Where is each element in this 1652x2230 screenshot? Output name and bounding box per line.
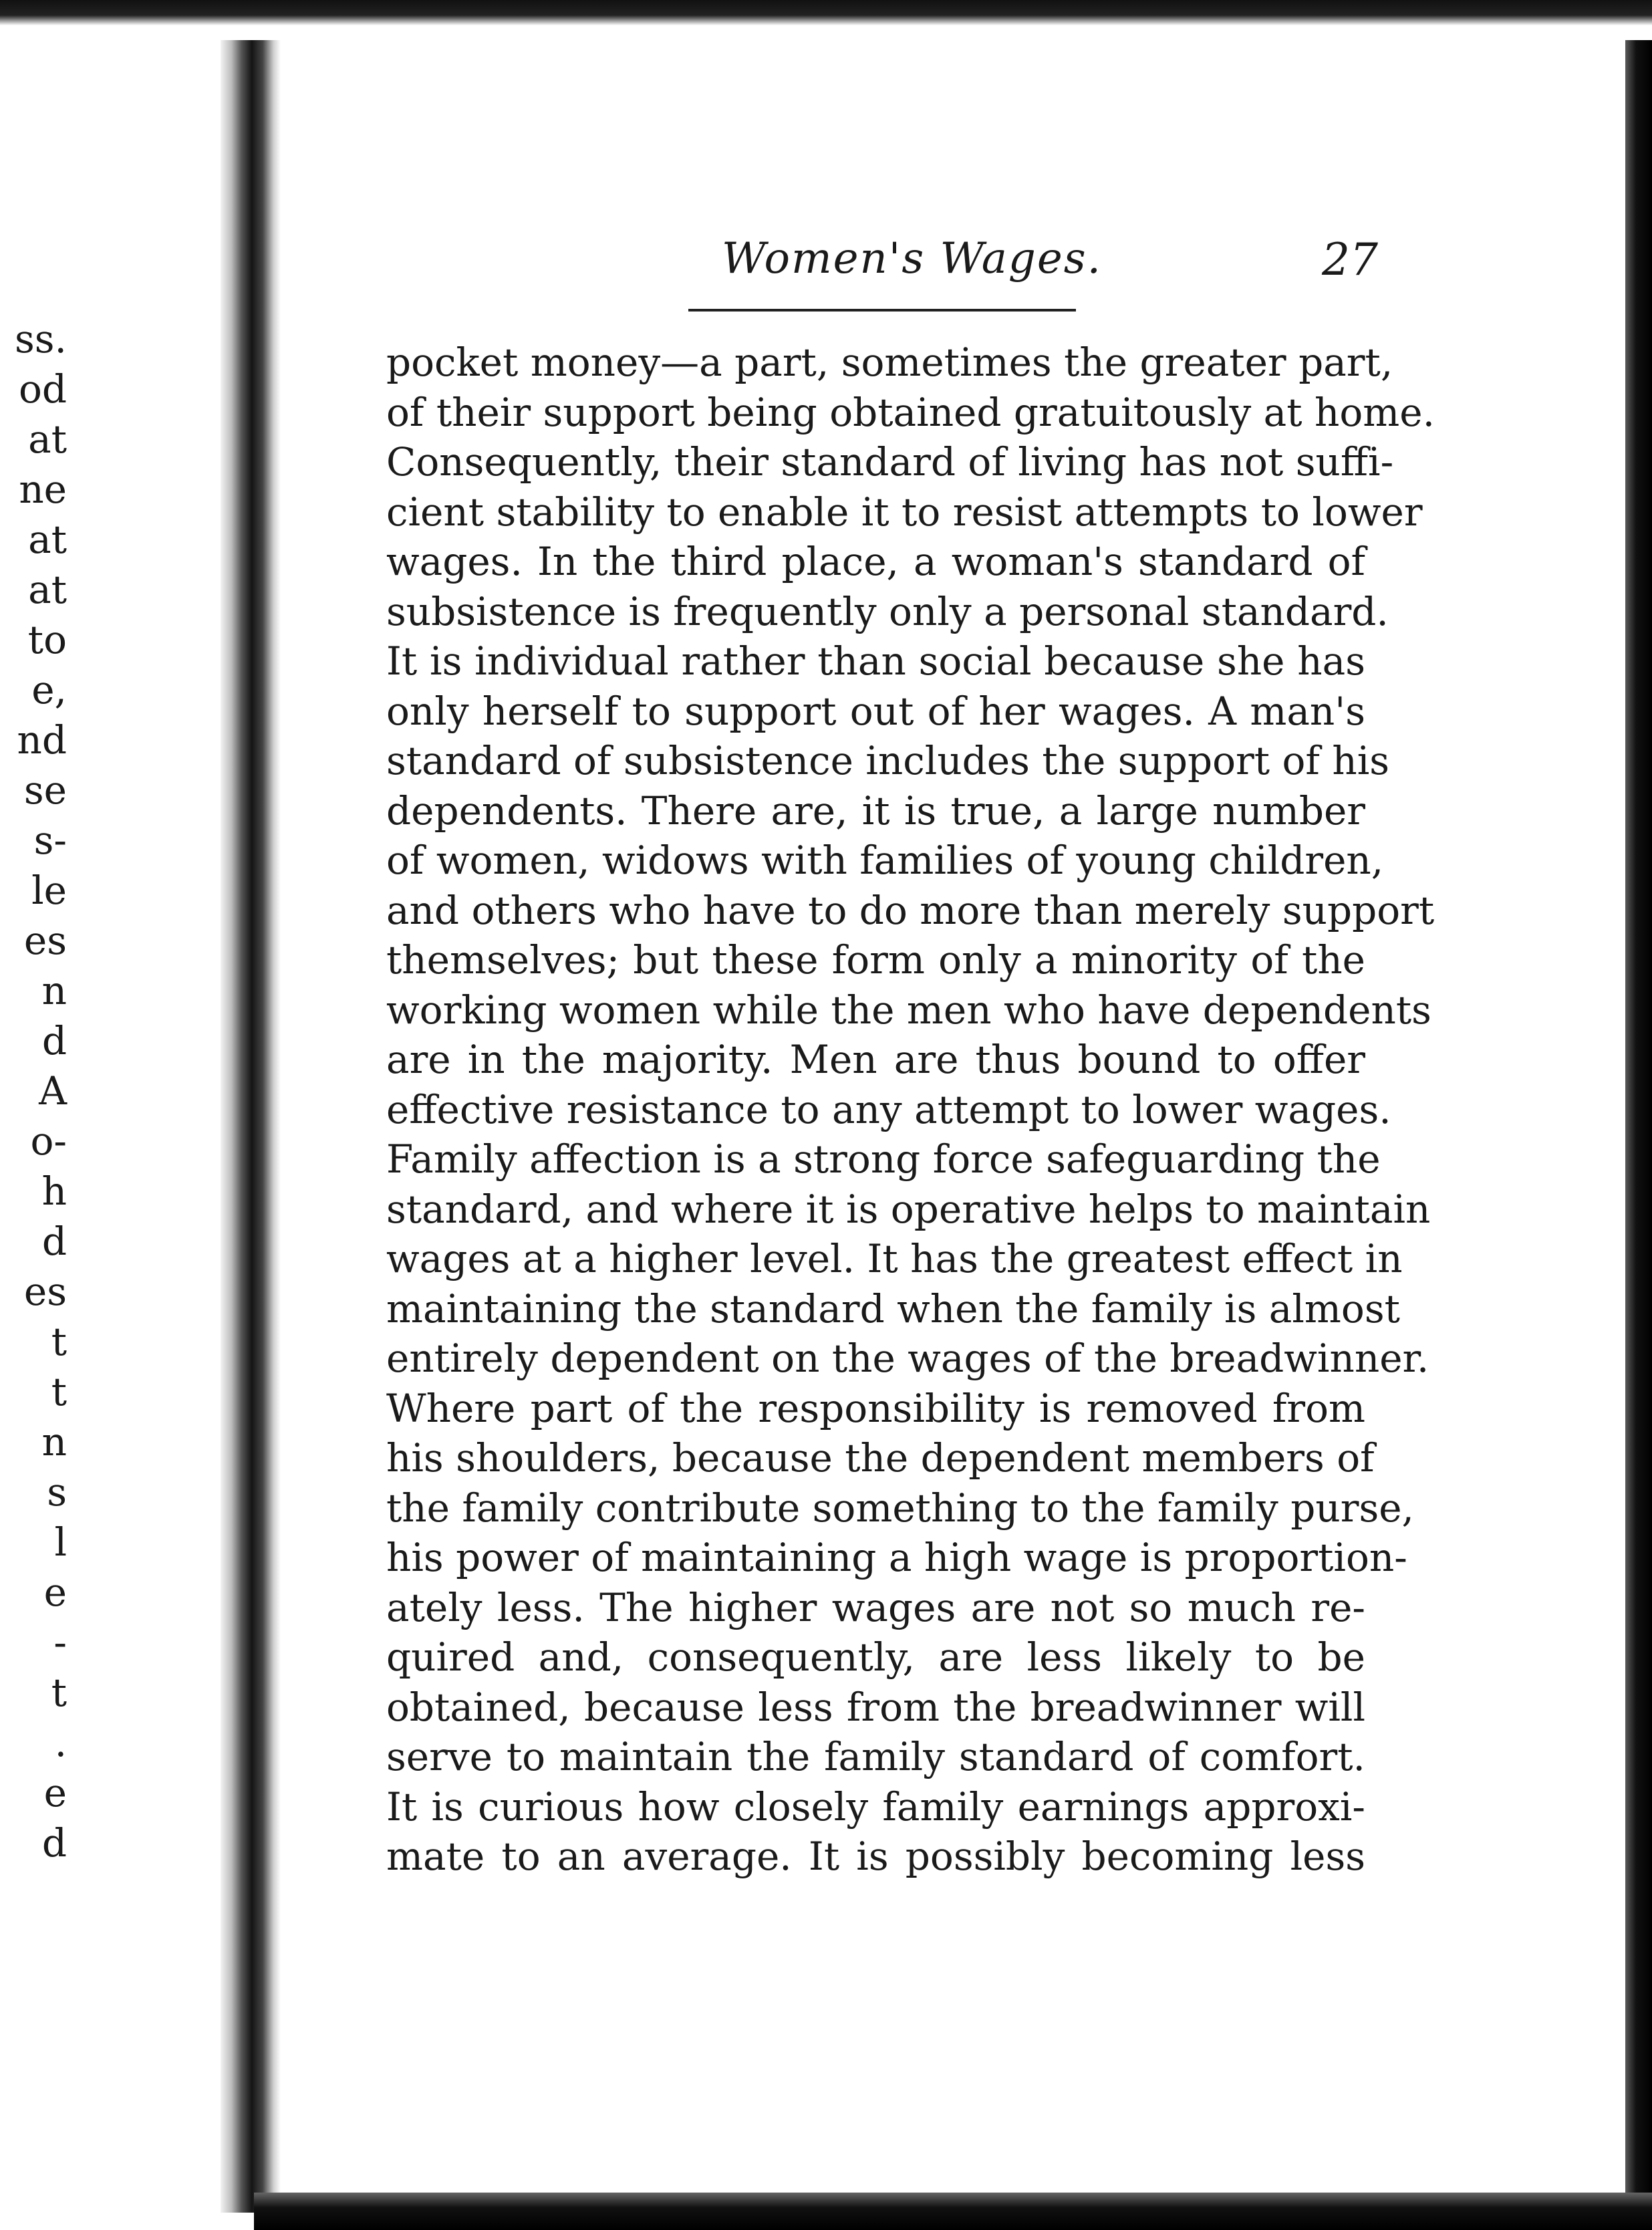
scan-right-edge [1625,40,1652,2230]
body-text [386,338,1435,1882]
facing-page-fragment: se [23,767,67,813]
text-line: quired and, consequently, are less likely to be [386,1634,1365,1680]
text-line: his shoulders, because the dependent members of [386,1435,1375,1481]
facing-page-fragment: es [23,1269,67,1314]
facing-page-fragment: at [28,416,67,462]
text-line: only herself to support out of her wages. A man's [386,688,1365,734]
facing-page-fragment: l [54,1519,67,1565]
facing-page-fragment: e [43,1770,67,1816]
text-line: ately less. The higher wages are not so much re- [386,1584,1365,1630]
facing-page-fragment: n [41,968,67,1013]
text-line: obtained, because less from the breadwinner will [386,1684,1365,1730]
text-line: subsistence is frequently only a personal standard. [386,588,1389,634]
facing-page-fragment: at [28,567,67,612]
facing-page-fragment: d [41,1018,67,1064]
facing-page-fragment: d [41,1820,67,1866]
facing-page-fragment: s [47,1469,67,1515]
header-rule [688,309,1076,312]
text-line: mate to an average. It is possibly becoming less [386,1834,1365,1879]
text-line: entirely dependent on the wages of the breadwinner. [386,1336,1429,1381]
facing-page-fragment: e, [31,667,67,713]
text-line: Consequently, their standard of living has not suffi- [386,439,1394,485]
facing-page-fragment: A [39,1068,67,1114]
text-line: the family contribute something to the family purse, [386,1485,1414,1531]
text-line: his power of maintaining a high wage is proportion- [386,1535,1407,1580]
text-line: It is individual rather than social because she has [386,638,1365,684]
facing-page [0,25,221,2198]
facing-page-fragment: nd [17,717,67,763]
scan-bottom-edge [254,2193,1652,2230]
facing-page-fragment: s- [33,818,67,863]
text-line: are in the majority. Men are thus bound to offer [386,1037,1365,1082]
text-line: Where part of the responsibility is removed from [386,1385,1365,1431]
text-line: cient stability to enable it to resist attempts to lower [386,489,1423,535]
facing-page-fragment: to [27,617,67,662]
text-line: standard of subsistence includes the support of his [386,738,1390,783]
text-line: Family affection is a strong force safeguarding the [386,1136,1381,1182]
facing-page-fragment: e [43,1570,67,1615]
facing-page-fragment: . [54,1720,67,1765]
text-line: wages at a higher level. It has the greatest effect in [386,1236,1403,1281]
text-line: working women while the men who have dependents [386,987,1431,1033]
text-line: standard, and where it is operative helps to maintain [386,1186,1431,1232]
text-line: dependents. There are, it is true, a large number [386,787,1365,834]
facing-page-fragment: t [51,1319,67,1364]
facing-page-fragment: at [28,517,67,562]
scan-top-edge [0,0,1652,25]
facing-page-fragment: n [41,1419,67,1465]
binding-gutter [221,40,281,2213]
text-line: pocket money—a part, sometimes the greater part, [386,340,1393,385]
text-line: wages. In the third place, a woman's standard of [386,539,1365,584]
facing-page-fragment: h [41,1168,67,1214]
text-line: of women, widows with families of young children, [386,838,1384,883]
facing-page-fragment: d [41,1219,67,1264]
facing-page-fragment: o- [30,1118,67,1164]
facing-page-fragment: ne [19,467,67,512]
text-line: themselves; but these form only a minority of the [386,937,1365,983]
facing-page-fragment: od [18,366,67,412]
facing-page-fragment: le [31,868,67,913]
page-number: 27 [1322,234,1378,285]
facing-page-fragment: t [51,1670,67,1715]
text-line: It is curious how closely family earnings approxi- [386,1783,1365,1830]
facing-page-fragment: ss. [15,316,67,362]
text-line: serve to maintain the family standard of comfort. [386,1734,1365,1779]
facing-page-fragment: es [23,918,67,963]
running-head: Women's Wages. [722,234,1102,283]
text-line: maintaining the standard when the family is almost [386,1285,1400,1332]
text-line: and others who have to do more than merely support [386,887,1435,933]
text-line: of their support being obtained gratuitously at home. [386,389,1435,435]
facing-page-fragment: - [53,1620,67,1665]
facing-page-fragment: t [51,1369,67,1414]
text-line: effective resistance to any attempt to lower wages. [386,1086,1391,1132]
